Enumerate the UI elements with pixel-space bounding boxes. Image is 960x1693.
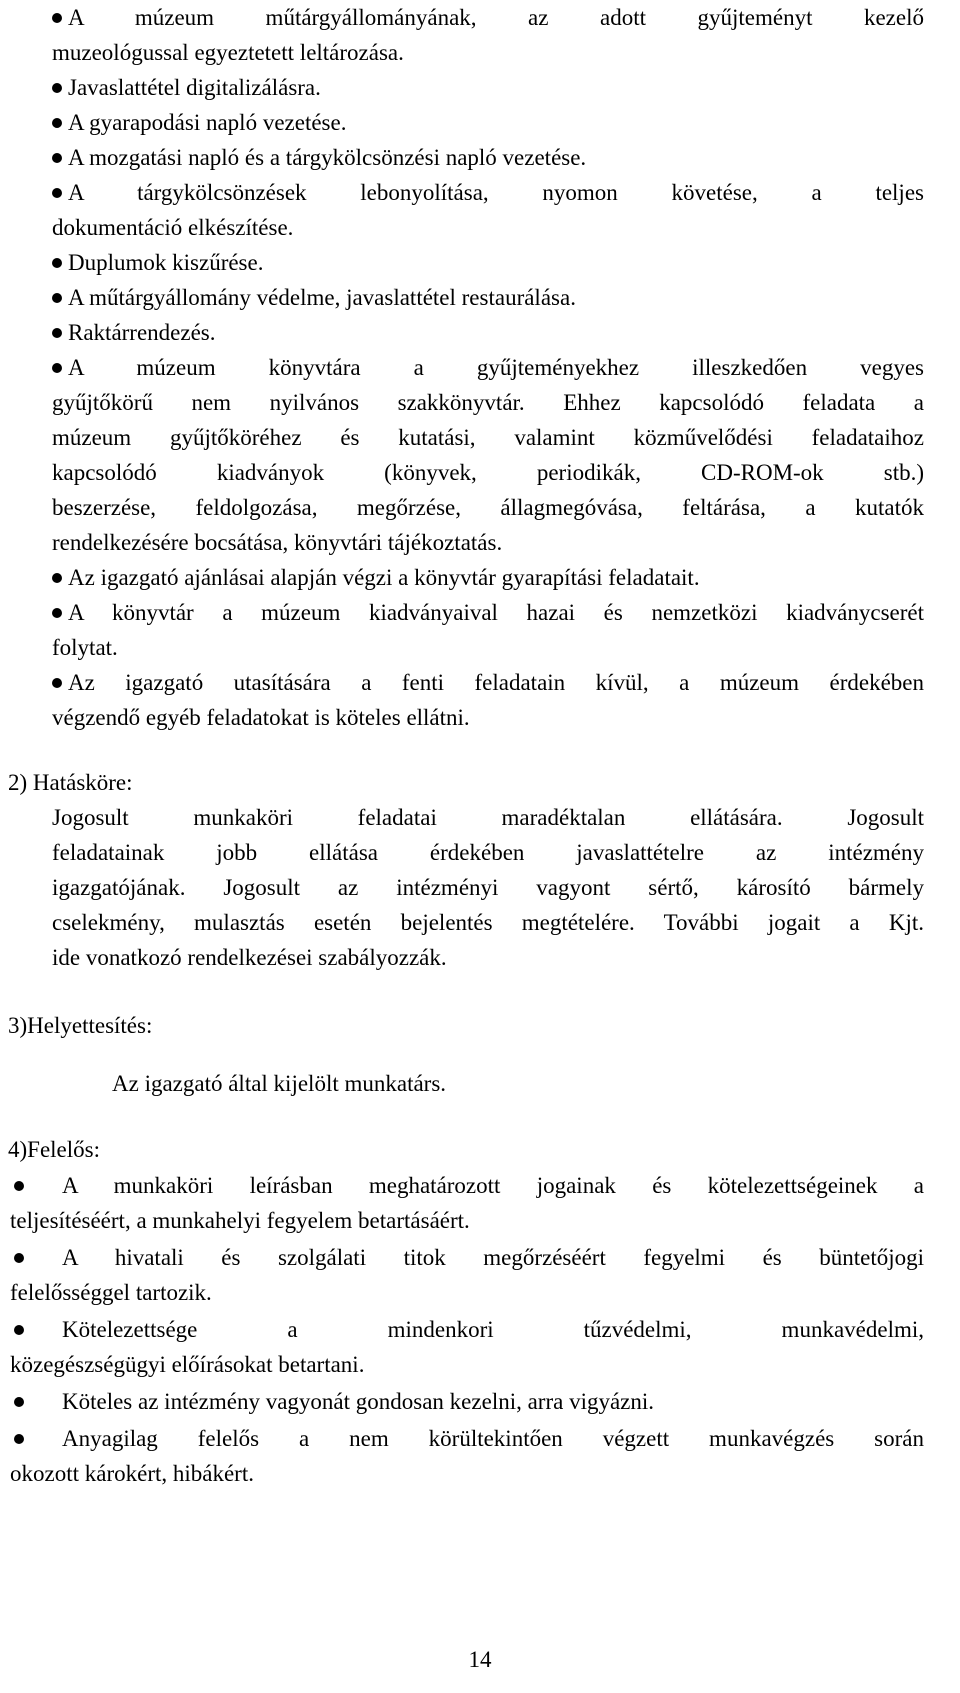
list-item (52, 0, 924, 70)
list-item-line: A múzeum könyvtára a gyűjteményekhez illeszkedően vegyes (68, 355, 924, 380)
list-item (52, 350, 924, 560)
list-item-line: rendelkezésére bocsátása, könyvtári tájékoztatás. (52, 530, 503, 555)
list-item (52, 280, 924, 315)
list-item-line: muzeológussal egyeztetett leltározása. (52, 40, 404, 65)
list-item-line: A gyarapodási napló vezetése. (68, 110, 347, 135)
list-item-line: teljesítéséért, a munkahelyi fegyelem betartásáért. (10, 1208, 470, 1233)
bullet-icon (52, 328, 62, 338)
list-item-line: Köteles az intézmény vagyonát gondosan kezelni, arra vigyázni. (62, 1389, 655, 1414)
list-item-line: dokumentáció elkészítése. (52, 215, 294, 240)
section-heading-helyettesites: 3)Helyettesítés: (8, 1013, 153, 1038)
list-item-line: felelősséggel tartozik. (10, 1280, 212, 1305)
list-item (10, 1421, 924, 1491)
bullet-icon (52, 258, 62, 268)
list-item-line: Duplumok kiszűrése. (68, 250, 264, 275)
list-item (10, 1240, 924, 1310)
section-heading-felelos: 4)Felelős: (8, 1137, 100, 1162)
section-paragraph-helyettesites: Az igazgató által kijelölt munkatárs. (112, 1071, 447, 1096)
page-number: 14 (468, 1647, 492, 1672)
list-item-line: Raktárrendezés. (68, 320, 216, 345)
section-paragraph-hataskore (52, 800, 924, 975)
list-item-line: A könyvtár a múzeum kiadványaival hazai és nemzetközi kiadványcserét (68, 600, 924, 625)
list-item-line: beszerzése, feldolgozása, megőrzése, állagmegóvása, feltárása, a kutatók (52, 495, 924, 520)
list-item-line: A hivatali és szolgálati titok megőrzéséért fegyelmi és büntetőjogi (62, 1245, 924, 1270)
bullet-icon (52, 153, 62, 163)
list-item (52, 245, 924, 280)
bullet-icon (14, 1397, 24, 1407)
list-item-line: A tárgykölcsönzések lebonyolítása, nyomon követése, a teljes (68, 180, 924, 205)
list-item-line: okozott károkért, hibákért. (10, 1461, 254, 1486)
list-item (52, 105, 924, 140)
list-item-line: Az igazgató ajánlásai alapján végzi a könyvtár gyarapítási feladatait. (68, 565, 700, 590)
paragraph-line: cselekmény, mulasztás esetén bejelentés megtételére. További jogait a Kjt. (52, 910, 924, 935)
bullet-icon (52, 363, 62, 373)
bullet-icon (14, 1253, 24, 1263)
bullet-icon (52, 678, 62, 688)
list-item (10, 1168, 924, 1238)
list-item-line: Anyagilag felelős a nem körültekintően végzett munkavégzés során (62, 1426, 924, 1451)
bullet-icon (52, 13, 62, 23)
list-item-line: múzeum gyűjtőköréhez és kutatási, valamint közművelődési feladataihoz (52, 425, 924, 450)
list-item (52, 560, 924, 595)
list-item-line: A mozgatási napló és a tárgykölcsönzési napló vezetése. (68, 145, 587, 170)
list-item-line: A múzeum műtárgyállományának, az adott gyűjteményt kezelő (68, 5, 924, 30)
list-item (52, 665, 924, 735)
list-item (10, 1384, 924, 1419)
bullet-icon (52, 118, 62, 128)
paragraph-line: ide vonatkozó rendelkezései szabályozzák. (52, 945, 447, 970)
list-item-line: végzendő egyéb feladatokat is köteles ellátni. (52, 705, 470, 730)
bullet-icon (14, 1325, 24, 1335)
bullet-icon (14, 1181, 24, 1191)
list-item-line: Az igazgató utasítására a fenti feladatain kívül, a múzeum érdekében (68, 670, 924, 695)
section-heading-hataskore: 2) Hatásköre: (8, 770, 133, 795)
list-item (52, 140, 924, 175)
bullet-icon (52, 188, 62, 198)
bullet-icon (52, 608, 62, 618)
list-item (10, 1312, 924, 1382)
bullet-icon (52, 83, 62, 93)
paragraph-line: Jogosult munkaköri feladatai maradéktalan ellátására. Jogosult (52, 805, 924, 830)
list-item-line: A munkaköri leírásban meghatározott jogainak és kötelezettségeinek a (62, 1173, 924, 1198)
bullet-icon (52, 293, 62, 303)
list-item (52, 315, 924, 350)
list-item-line: Kötelezettsége a mindenkori tűzvédelmi, munkavédelmi, (62, 1317, 924, 1342)
list-item-line: közegészségügyi előírásokat betartani. (10, 1352, 365, 1377)
paragraph-line: igazgatójának. Jogosult az intézményi vagyont sértő, károsító bármely (52, 875, 924, 900)
list-item-line: A műtárgyállomány védelme, javaslattétel restaurálása. (68, 285, 576, 310)
list-item-line: Javaslattétel digitalizálásra. (68, 75, 321, 100)
list-item (52, 175, 924, 245)
list-item (52, 595, 924, 665)
list-item (52, 70, 924, 105)
bullet-icon (14, 1434, 24, 1444)
list-item-line: folytat. (52, 635, 118, 660)
list-item-line: gyűjtőkörű nem nyilvános szakkönyvtár. Ehhez kapcsolódó feladata a (52, 390, 924, 415)
paragraph-line: feladatainak jobb ellátása érdekében javaslattételre az intézmény (52, 840, 924, 865)
list-item-line: kapcsolódó kiadványok (könyvek, periodikák, CD-ROM-ok stb.) (52, 460, 924, 485)
bullet-icon (52, 573, 62, 583)
